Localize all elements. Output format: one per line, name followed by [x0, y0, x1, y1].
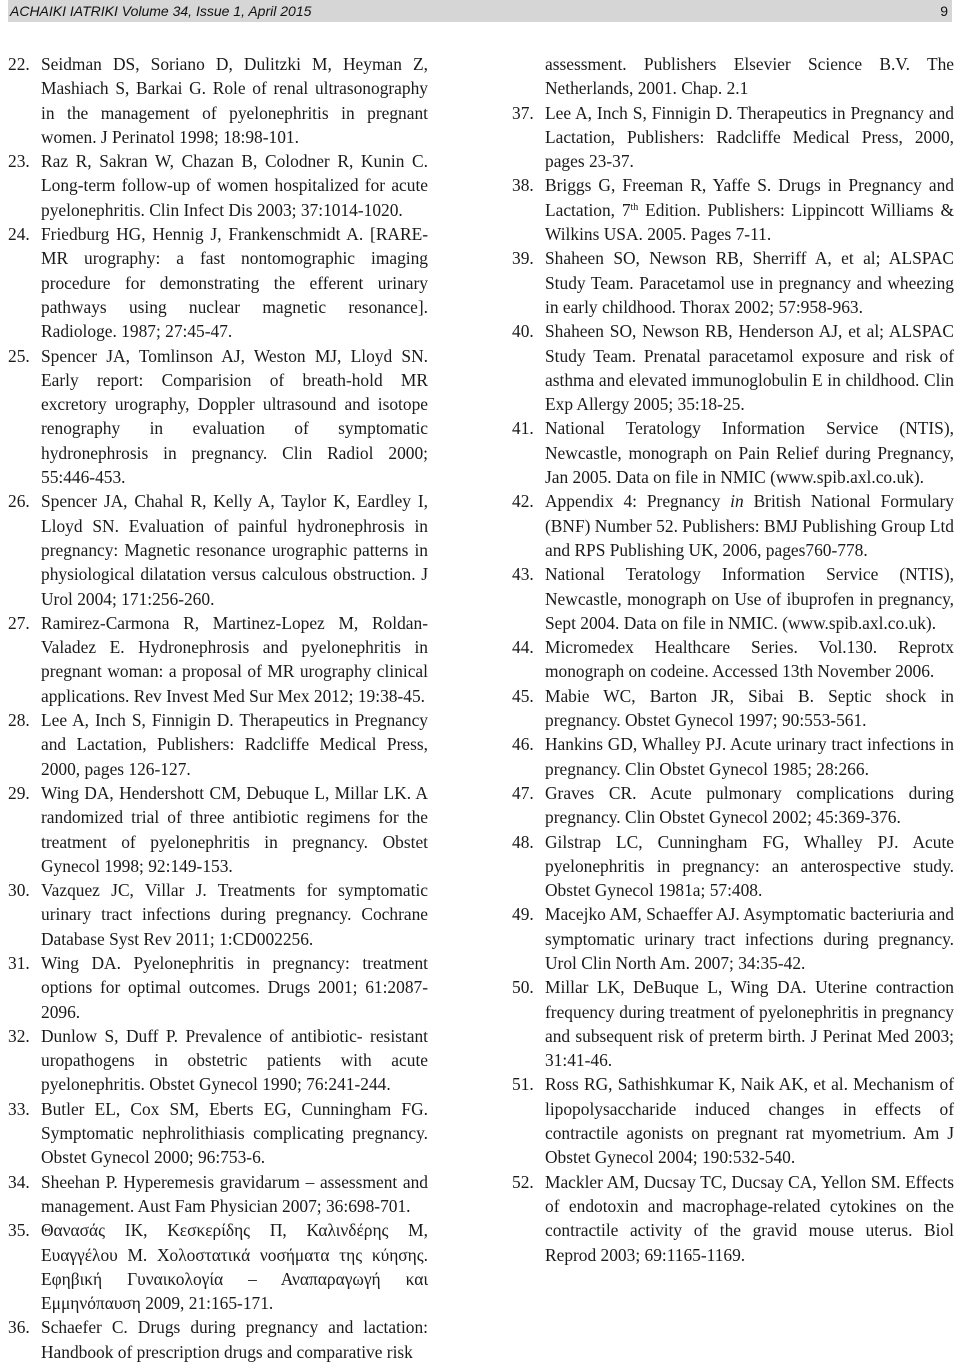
reference-number: 52.: [512, 1171, 534, 1192]
reference-text: Lee A, Inch S, Finnigin D. Therapeutics in Pregnancy and Lactation, Publishers: Radcliffe Medical Press, 2000, pages 126-127.: [41, 710, 428, 779]
superscript: th: [630, 201, 639, 213]
reference-text: [545, 175, 954, 244]
reference-item: [512, 684, 954, 733]
reference-text: Butler EL, Cox SM, Eberts EG, Cunningham FG. Symptomatic nephrolithiasis complicating pregnancy. Obstet Gynecol 2000; 96:753-6.: [41, 1098, 428, 1168]
reference-number: 44.: [512, 637, 534, 658]
reference-item: [8, 1024, 428, 1097]
reference-text: Mackler AM, Ducsay TC, Ducsay CA, Yellon SM. Effects of endotoxin and macrophage-related cytokines on the contractile activity of the gravid mouse uterus. Biol Reprod 2003; 69:1165-1169.: [545, 1171, 954, 1265]
reference-text: Wing DA, Hendershott CM, Debuque L, Millar LK. A randomized trial of three antibiotic regimens for the treatment of pyelonephritis in pregnancy. Obstet Gynecol 1998; 92:149-153.: [41, 782, 428, 876]
reference-number: 36.: [8, 1317, 30, 1338]
reference-number: 31.: [8, 952, 30, 973]
reference-text: Ross RG, Sathishkumar K, Naik AK, et al. Mechanism of lipopolysaccharide induced changes in effects of contractile agonists on pregnant rat myometrium. Am J Obstet Gynecol 2004; 190:532-540.: [545, 1074, 954, 1168]
reference-text-part: Briggs G, Freeman R, Yaffe S. Drugs in Pregnancy and Lactation, 7: [545, 175, 954, 220]
reference-text: Friedburg HG, Hennig J, Frankenschmidt A. [RARE-MR urography: a fast nontomographic imaging procedure for demonstrating the efferent urinary pathways using nuclear magnetic resonance]. Radiologe. 1987; 27:45-47.: [41, 224, 428, 342]
reference-number: 47.: [512, 782, 534, 803]
reference-number: 27.: [8, 612, 30, 633]
reference-item: [512, 489, 954, 562]
reference-number: 42.: [512, 491, 534, 512]
reference-number: 30.: [8, 880, 30, 901]
reference-text: Shaheen SO, Newson RB, Sherriff A, et al; ALSPAC Study Team. Paracetamol use in pregnancy and wheezing in early childhood. Thorax 2002; 57:958-963.: [545, 248, 954, 317]
reference-text: Ramirez-Carmona R, Martinez-Lopez M, Roldan-Valadez E. Hydronephrosis and pyelonephritis in pregnant woman: a proposal of MR urography clinical applications. Rev Invest Med Sur Mex 2012; 19:38-45.: [41, 612, 428, 706]
reference-number: 38.: [512, 175, 534, 196]
reference-text: Micromedex Healthcare Series. Vol.130. Reprotx monograph on codeine. Accessed 13th November 2006.: [545, 637, 954, 682]
reference-number: 35.: [8, 1220, 30, 1241]
reference-item: [8, 781, 428, 878]
reference-number: 48.: [512, 831, 534, 852]
reference-number: 26.: [8, 491, 30, 512]
reference-text: Spencer JA, Tomlinson AJ, Weston MJ, Lloyd SN. Early report: Comparision of breath-hold MR excretory urography, Doppler ultrasound and isotope renography in evaluation of symptomatic hydronephrosis in pregnancy. Clin Radiol 2000; 55:446-453.: [41, 345, 428, 488]
reference-number: 29.: [8, 782, 30, 803]
reference-item: [512, 781, 954, 830]
journal-title: ACHAIKI IATRIKI Volume 34, Issue 1, April 2015: [10, 3, 312, 19]
reference-text: National Teratology Information Service (NTIS), Newcastle, monograph on Pain Relief during Pregnancy, Jan 2005. Data on file in NMIC (www.spib.axl.co.uk).: [545, 418, 954, 488]
reference-number: 45.: [512, 685, 534, 706]
reference-item: [512, 1072, 954, 1169]
reference-text: Wing DA. Pyelonephritis in pregnancy: treatment options for optimal outcomes. Drugs 2001; 61:2087-2096.: [41, 952, 428, 1022]
reference-number: 25.: [8, 345, 30, 366]
reference-number: 40.: [512, 321, 534, 342]
reference-item: [512, 173, 954, 246]
reference-text-part: Edition. Publishers: Lippincott Williams & Wilkins USA. 2005. Pages 7-11.: [545, 199, 954, 245]
references-left-column: [8, 52, 428, 1364]
reference-item: [8, 708, 428, 781]
reference-text: Vazquez JC, Villar J. Treatments for symptomatic urinary tract infections during pregnancy. Cochrane Database Syst Rev 2011; 1:CD002256.: [41, 880, 428, 949]
reference-item: [512, 732, 954, 781]
reference-item: [8, 149, 428, 222]
reference-item: [8, 344, 428, 490]
reference-item: [8, 1315, 428, 1364]
reference-text: Macejko AM, Schaeffer AJ. Asymptomatic bacteriuria and symptomatic urinary tract infections during pregnancy. Urol Clin North Am. 2007; 34:35-42.: [545, 904, 954, 973]
reference-item: [8, 222, 428, 343]
reference-text-part: British National Formulary (BNF) Number 52. Publishers: BMJ Publishing Group Ltd and RPS Publishing UK, 2006, pages760-778.: [545, 491, 954, 560]
reference-text: Schaefer C. Drugs during pregnancy and lactation: Handbook of prescription drugs and comparative risk: [41, 1317, 428, 1362]
reference-text: Seidman DS, Soriano D, Dulitzki M, Heyman Z, Mashiach S, Barkai G. Role of renal ultrasonography in the management of pyelonephritis in pregnant women. J Perinatol 1998; 18:98-101.: [41, 54, 428, 147]
reference-number: 23.: [8, 151, 30, 172]
reference-item: [8, 1097, 428, 1170]
reference-item: [8, 951, 428, 1024]
reference-number: 37.: [512, 102, 534, 123]
reference-item: [8, 1170, 428, 1219]
reference-number: 34.: [8, 1171, 30, 1192]
reference-item: [512, 1170, 954, 1267]
reference-item: [8, 52, 428, 149]
reference-text: Shaheen SO, Newson RB, Henderson AJ, et al; ALSPAC Study Team. Prenatal paracetamol exposure and risk of asthma and elevated immunoglobulin E in childhood. Clin Exp Allergy 2005; 35:18-25.: [545, 321, 954, 415]
reference-text: Spencer JA, Chahal R, Kelly A, Taylor K, Eardley I, Lloyd SN. Evaluation of painful hydronephrosis in pregnancy: Magnetic resonance urographic patterns in physiological dilatation versus calculous obstruction. J Urol 2004; 171:256-260.: [41, 491, 428, 609]
reference-text: Dunlow S, Duff P. Prevalence of antibiotic- resistant uropathogens in obstetric patients with acute pyelonephritis. Obstet Gynecol 1990; 76:241-244.: [41, 1025, 428, 1095]
reference-text: [545, 491, 954, 560]
italic-word: in: [730, 491, 744, 512]
reference-item: [8, 489, 428, 610]
reference-text: Millar LK, DeBuque L, Wing DA. Uterine contraction frequency during treatment of pyelonephritis in pregnancy and subsequent risk of preterm birth. J Perinat Med 2003; 31:41-46.: [545, 977, 954, 1071]
reference-item: [512, 319, 954, 416]
reference-item: [512, 562, 954, 635]
reference-number: 50.: [512, 977, 534, 998]
running-header: [8, 0, 952, 22]
reference-text: Sheehan P. Hyperemesis gravidarum – assessment and management. Aust Fam Physician 2007; 36:698-701.: [41, 1171, 428, 1216]
reference-number: 39.: [512, 248, 534, 269]
reference-text: Θανασάς ΙΚ, Κεσκερίδης Π, Καλινδέρης Μ, Ευαγγέλου Μ. Χολοστατικά νοσήματα της κύησης. Εφηβική Γυναικολογία – Αναπαραγωγή και Εμμηνόπαυση 2009, 21:165-171.: [41, 1220, 428, 1314]
reference-continuation: [512, 52, 954, 101]
reference-text: Raz R, Sakran W, Chazan B, Colodner R, Kunin C. Long-term follow-up of women hospitalized for acute pyelonephritis. Clin Infect Dis 2003; 37:1014-1020.: [41, 151, 428, 220]
reference-text: National Teratology Information Service (NTIS), Newcastle, monograph on Use of ibuprofen in pregnancy, Sept 2004. Data on file in NMIC. (www.spib.axl.co.uk).: [545, 564, 954, 633]
reference-text: assessment. Publishers Elsevier Science B.V. The Netherlands, 2001. Chap. 2.1: [545, 54, 954, 99]
reference-number: 43.: [512, 564, 534, 585]
reference-number: 24.: [8, 224, 30, 245]
reference-number: 22.: [8, 54, 30, 74]
reference-text: Mabie WC, Barton JR, Sibai B. Septic shock in pregnancy. Obstet Gynecol 1997; 90:553-561.: [545, 685, 954, 731]
reference-item: [512, 246, 954, 319]
reference-item: [512, 830, 954, 903]
reference-number: 33.: [8, 1098, 30, 1119]
reference-text: Hankins GD, Whalley PJ. Acute urinary tract infections in pregnancy. Clin Obstet Gynecol 1985; 28:266.: [545, 734, 954, 779]
reference-item: [512, 101, 954, 174]
reference-number: 46.: [512, 734, 534, 755]
page-number: 9: [940, 3, 948, 19]
reference-item: [512, 635, 954, 684]
reference-text: Gilstrap LC, Cunningham FG, Whalley PJ. Acute pyelonephritis in pregnancy: an anterospective study. Obstet Gynecol 1981a; 57:408.: [545, 831, 954, 901]
reference-item: [512, 902, 954, 975]
reference-item: [8, 878, 428, 951]
references-right-column: [512, 52, 954, 1267]
reference-text: Lee A, Inch S, Finnigin D. Therapeutics in Pregnancy and Lactation, Publishers: Radcliffe Medical Press, 2000, pages 23-37.: [545, 102, 954, 172]
reference-text-part: Appendix 4: Pregnancy: [545, 491, 731, 512]
reference-number: 28.: [8, 710, 30, 731]
reference-number: 49.: [512, 904, 534, 925]
reference-number: 51.: [512, 1074, 534, 1095]
reference-item: [512, 975, 954, 1072]
reference-number: 32.: [8, 1025, 30, 1046]
reference-text: Graves CR. Acute pulmonary complications during pregnancy. Clin Obstet Gynecol 2002; 45:369-376.: [545, 782, 954, 828]
reference-number: 41.: [512, 418, 534, 439]
reference-item: [8, 1218, 428, 1315]
reference-item: [8, 611, 428, 708]
reference-item: [512, 416, 954, 489]
